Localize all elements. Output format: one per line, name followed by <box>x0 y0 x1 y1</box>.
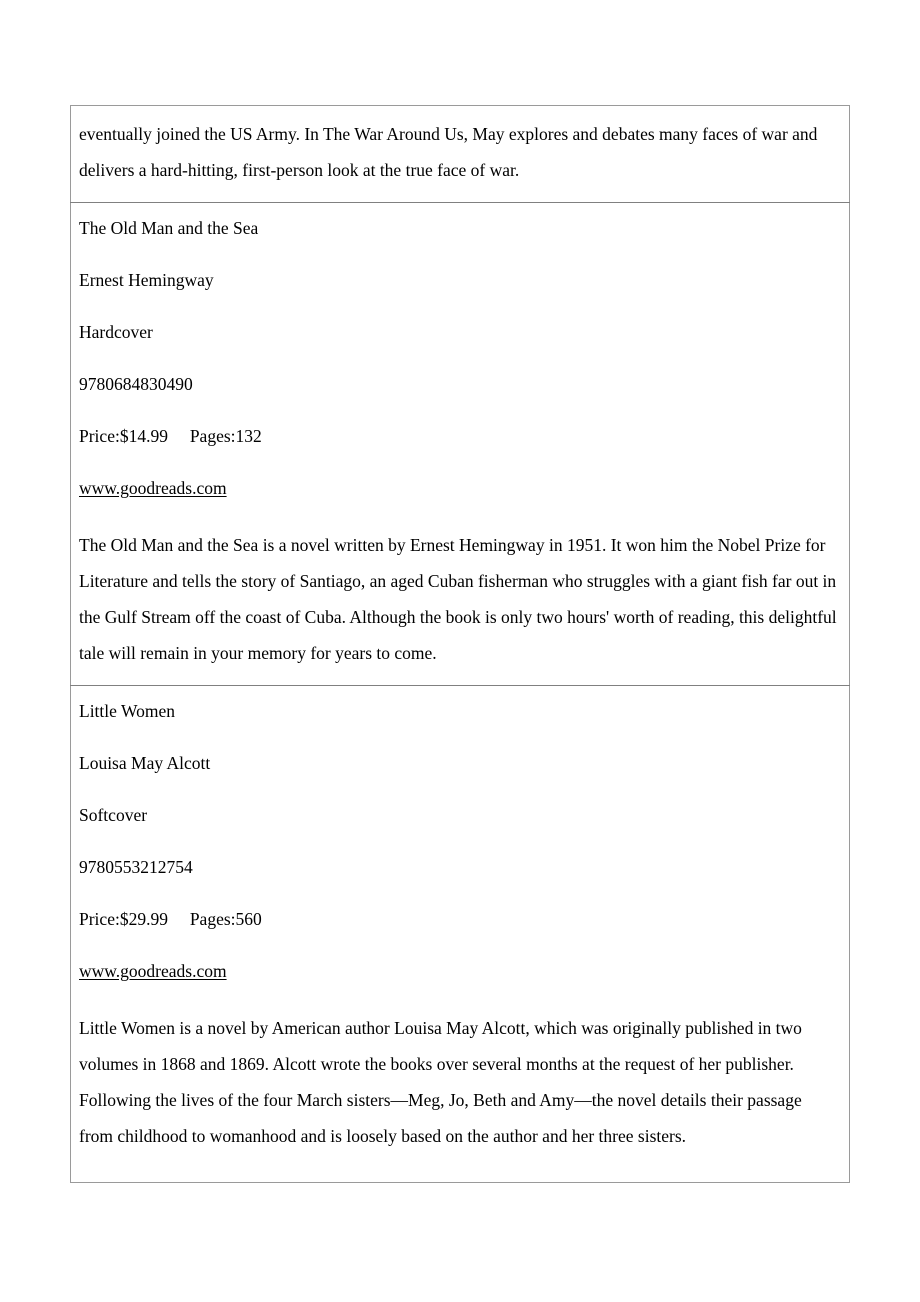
book-catalog-table <box>70 105 850 1183</box>
book-website-link[interactable]: www.goodreads.com <box>79 961 227 981</box>
table-row-book-old-man-and-the-sea <box>71 203 850 686</box>
book-isbn: 9780553212754 <box>79 857 193 877</box>
book-cell <box>71 203 850 686</box>
table-row-book-little-women <box>71 686 850 1183</box>
book-price-pages: Price:$29.99 Pages:560 <box>79 909 262 929</box>
book-website-line <box>79 475 839 501</box>
book-website-line <box>79 958 839 984</box>
book-price-pages: Price:$14.99 Pages:132 <box>79 426 262 446</box>
book-binding: Hardcover <box>79 322 153 342</box>
book-cell <box>71 686 850 1183</box>
book-author: Louisa May Alcott <box>79 753 211 773</box>
continuation-paragraph: eventually joined the US Army. In The War Around Us, May explores and debates many faces of war and delivers a hard-hitting, first-person look at the true face of war. <box>79 124 818 180</box>
book-title: Little Women <box>79 701 175 721</box>
table-row-continuation <box>71 106 850 203</box>
book-title: The Old Man and the Sea <box>79 218 259 238</box>
book-website-link[interactable]: www.goodreads.com <box>79 478 227 498</box>
continuation-cell <box>71 106 850 203</box>
book-binding: Softcover <box>79 805 148 825</box>
book-isbn: 9780684830490 <box>79 374 193 394</box>
book-description: The Old Man and the Sea is a novel written by Ernest Hemingway in 1951. It won him the Nobel Prize for Literature and tells the story of Santiago, an aged Cuban fisherman who struggles with a giant fish far out in the Gulf Stream off the coast of Cuba. Although the book is only two hours' worth of reading, this delightful tale will remain in your memory for years to come. <box>79 535 837 663</box>
book-author: Ernest Hemingway <box>79 270 214 290</box>
book-description: Little Women is a novel by American author Louisa May Alcott, which was originally published in two volumes in 1868 and 1869. Alcott wrote the books over several months at the request of her publisher. Following the lives of the four March sisters—Meg, Jo, Beth and Amy—the novel details their passage from childhood to womanhood and is loosely based on the author and her three sisters. <box>79 1018 802 1146</box>
